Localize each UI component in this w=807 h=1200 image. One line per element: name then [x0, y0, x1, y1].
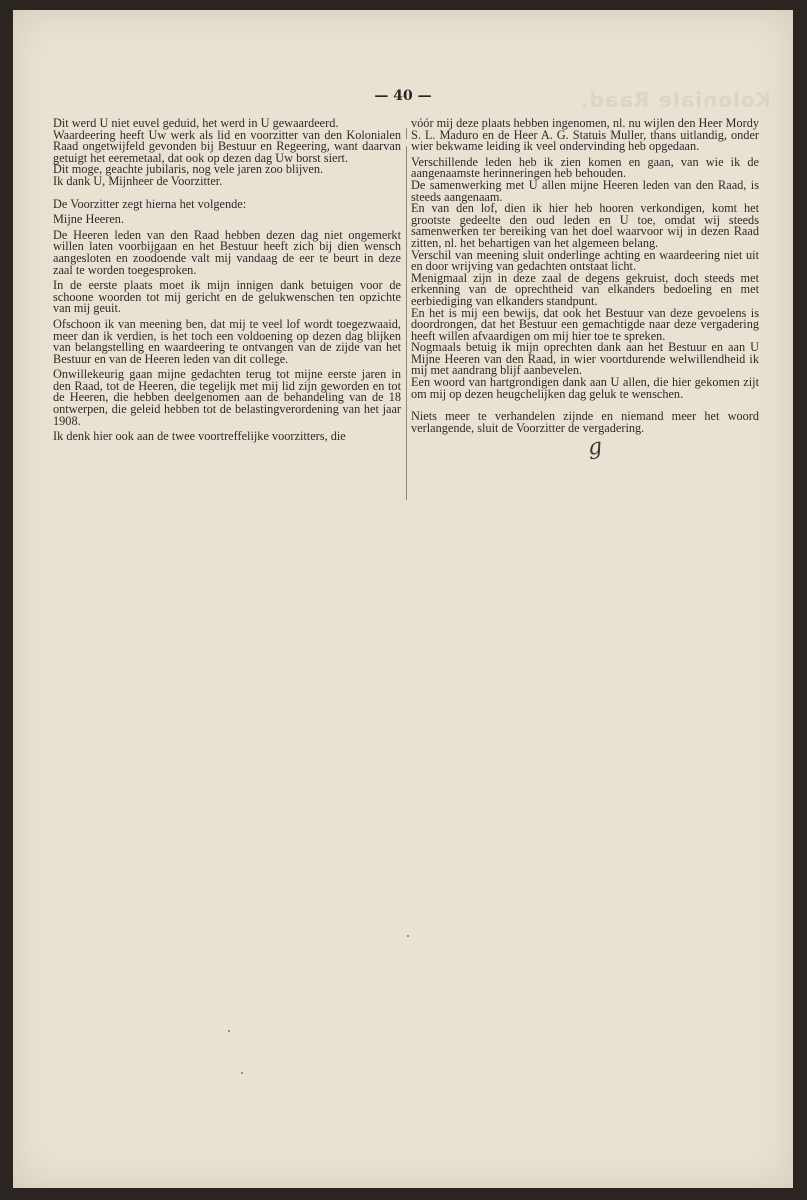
right-text-column — [411, 118, 759, 434]
document-page — [13, 10, 793, 1188]
paragraph: Een woord van hartgrondigen dank aan U allen, die hier gekomen zijt om mij op dezen heugchelijken dag geluk te wenschen. — [411, 375, 759, 401]
paper-speck — [228, 1030, 230, 1032]
paragraph: Ik denk hier ook aan de twee voortreffelijke voorzitters, die — [53, 429, 346, 444]
column-divider — [406, 128, 407, 500]
left-text-column — [53, 118, 401, 443]
paragraph: Nogmaals betuig ik mijn oprechten dank aan het Bestuur en aan U Mijne Heeren van den Raad, in wier voortdurende welwillendheid ik mij met aandrang blijf aanbevelen. — [411, 340, 759, 378]
paragraph: Verschil van meening sluit onderlinge achting en waardeering niet uit en door wrijving van gedachten ontstaat licht. — [411, 247, 759, 274]
paragraph: vóór mij deze plaats hebben ingenomen, nl. nu wijlen den Heer Mordy S. L. Maduro en de Heer A. G. Statuis Muller, thans uitlandig, onder wier bekwame leiding ik veel ondervinding heb opgedaan. — [411, 116, 759, 154]
paragraph: Dit werd U niet euvel geduid, het werd in U gewaardeerd. — [53, 116, 339, 130]
paper-speck — [407, 935, 409, 937]
paragraph: Menigmaal zijn in deze zaal de degens gekruist, doch steeds met erkenning van de oprechtheid van elkanders bedoeling en met eerbiediging van elkanders standpunt. — [411, 270, 759, 308]
paragraph: Niets meer te verhandelen zijnde en niemand meer het woord verlangende, sluit de Voorzitter de vergadering. — [411, 409, 759, 435]
salutation: Mijne Heeren. — [53, 212, 125, 227]
paragraph: In de eerste plaats moet ik mijn innigen dank betuigen voor de schoone woorden tot mij gericht en de gelukwenschen ten opzichte van mij geuit. — [53, 278, 401, 316]
paragraph: Dit moge, geachte jubilaris, nog vele jaren zoo blijven. — [53, 162, 324, 177]
handwritten-mark: g — [586, 434, 604, 461]
paragraph: En het is mij een bewijs, dat ook het Bestuur van deze gevoelens is doordrongen, dat het Bestuur een gemachtigde naar deze vergadering heeft willen afvaardigen om mij hier toe te spreken. — [411, 305, 759, 343]
paragraph: En van den lof, dien ik hier heb hooren verkondigen, komt het grootste gedeelte den oud leden en U toe, omdat wij steeds samenwerken ter bereiking van het doel waarvoor wij in dezen Raad zitten, nl. het behartigen van het algemeen belang. — [411, 201, 759, 250]
paragraph: Onwillekeurig gaan mijne gedachten terug tot mijne eerste jaren in den Raad, tot de Heeren, die tegelijk met mij lid zijn geworden en tot de Heeren, die hebben deelgenomen aan de behandeling van de 18 ontwerpen, die geleid hebben tot de belastingverordening van het jaar 1908. — [53, 367, 401, 428]
bleed-through-heading: Koloniale Raad. — [580, 88, 771, 112]
paper-speck — [241, 1072, 243, 1074]
paragraph: Ik dank U, Mijnheer de Voorzitter. — [53, 173, 223, 188]
paragraph: Verschillende leden heb ik zien komen en gaan, van wie ik de aangenaamste herinneringen heb behouden. — [411, 154, 759, 181]
paragraph: De samenwerking met U allen mijne Heeren leden van den Raad, is steeds aangenaam. — [411, 177, 759, 204]
paragraph: Ofschoon ik van meening ben, dat mij te veel lof wordt toegezwaaid, meer dan ik verdien, is het toch een voldoening op dezen dag blijken van belangstelling en waardeering te ontvangen van de zijde van het Bestuur en van de Heeren leden van dit college. — [53, 316, 401, 366]
paragraph: De Voorzitter zegt hierna het volgende: — [53, 196, 247, 211]
paragraph: De Heeren leden van den Raad hebben dezen dag niet ongemerkt willen laten voorbijgaan en het Bestuur heeft zich bij dien wensch aangesloten en zoodoende valt mij vandaag de eer te beurt in deze zaal te worden toegesproken. — [53, 227, 401, 277]
paragraph: Waardeering heeft Uw werk als lid en voorzitter van den Kolonialen Raad ongetwijfeld gevonden bij Bestuur en Regeering, want daarvan getuigt het eeremetaal, dat ook op dezen dag Uw borst siert. — [53, 127, 401, 165]
page-number: — 40 — — [374, 88, 432, 104]
